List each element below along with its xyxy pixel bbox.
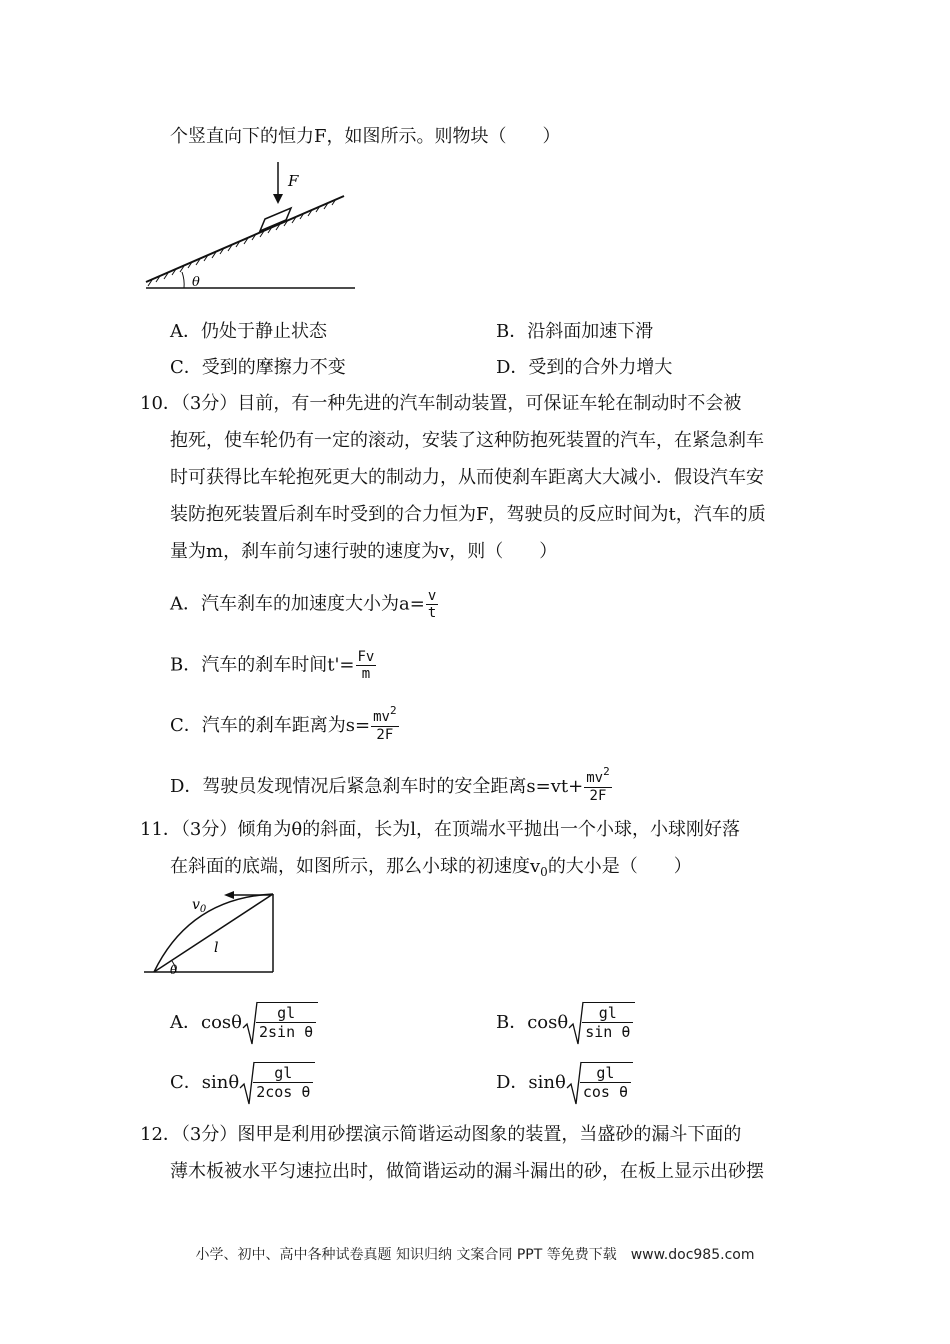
q10-option-c[interactable] <box>170 704 399 743</box>
q10-option-c-text: C．汽车的刹车距离为s= <box>170 715 371 736</box>
length-label: l <box>214 940 219 956</box>
q9-stem-tail: 个竖直向下的恒力F，如图所示。则物块（ ） <box>170 126 561 147</box>
q10-option-b-fraction: $\frac{Fv}{m}$ <box>357 649 375 682</box>
q11-stem-line-2: 在斜面的底端，如图所示，那么小球的初速度$v_0$的大小是（ ） <box>170 856 692 879</box>
q9-option-a[interactable]: A．仍处于静止状态 <box>170 321 327 342</box>
q10-stem-line-5: 量为m，刹车前匀速行驶的速度为v，则（ ） <box>170 541 558 562</box>
page-footer: 小学、初中、高中各种试卷真题 知识归纳 文案合同 PPT 等免费下载 www.doc985.com <box>195 1247 755 1263</box>
q10-option-c-fraction: $\frac{mv^2}{2F}$ <box>373 704 397 743</box>
q11-option-b-prefix: B．cosθ <box>496 1012 569 1033</box>
q10-option-b-text: B．汽车的刹车时间t'= <box>170 654 355 676</box>
q10-stem-line-3: 时可获得比车轮抱死更大的制动力，从而使刹车距离大大减小．假设汽车安 <box>170 467 764 488</box>
q10-option-d-fraction: $\frac{mv^2}{2F}$ <box>586 765 610 804</box>
velocity-label: $v_0$ <box>192 897 207 915</box>
q9-option-d[interactable]: D．受到的合外力增大 <box>496 357 673 378</box>
q12-stem-line-1: 12．（3分）图甲是利用砂摆演示简谐运动图象的装置，当盛砂的漏斗下面的 <box>140 1124 742 1145</box>
q11-stem-line-1: 11．（3分）倾角为θ的斜面，长为l，在顶端水平抛出一个小球，小球刚好落 <box>140 819 740 840</box>
q9-option-b[interactable]: B．沿斜面加速下滑 <box>496 321 654 342</box>
q11-option-d[interactable] <box>496 1060 633 1106</box>
q9-incline-figure <box>140 160 360 295</box>
block <box>260 208 291 231</box>
q10-stem-line-2: 抱死，使车轮仍有一定的滚动，安装了这种防抱死装置的汽车，在紧急刹车 <box>170 430 764 451</box>
q10-option-a-fraction: $\frac{v}{t}$ <box>427 588 437 621</box>
q11-option-a-sqrt: $\frac{gl}{\text{2sin θ}}$ <box>242 1000 318 1046</box>
q11-option-d-sqrt: $\frac{gl}{\text{cos θ}}$ <box>566 1060 633 1106</box>
q11-option-a-prefix: A．cosθ <box>170 1012 242 1033</box>
q10-option-d[interactable] <box>170 765 612 804</box>
q10-stem-line-1: 10．（3分）目前，有一种先进的汽车制动装置，可保证车轮在制动时不会被 <box>140 393 742 414</box>
q11-option-c-sqrt: $\frac{gl}{\text{2cos θ}}$ <box>239 1060 315 1106</box>
q9-option-c[interactable]: C．受到的摩擦力不变 <box>170 357 346 378</box>
q11-option-c-prefix: C．sinθ <box>170 1072 240 1093</box>
force-arrow-icon <box>273 194 283 204</box>
q11-option-b-sqrt: $\frac{gl}{\text{sin θ}}$ <box>568 1000 635 1046</box>
angle-label: θ <box>170 963 178 977</box>
q10-option-b[interactable] <box>170 649 376 682</box>
q10-stem-line-4: 装防抱死装置后刹车时受到的合力恒为F，驾驶员的反应时间为t，汽车的质 <box>170 504 766 525</box>
q11-option-a[interactable] <box>170 1000 318 1046</box>
velocity-arrow-icon <box>224 891 234 899</box>
q11-projectile-figure <box>140 888 285 978</box>
q11-option-d-prefix: D．sinθ <box>496 1072 566 1093</box>
q10-option-a[interactable] <box>170 588 438 621</box>
q11-option-b[interactable] <box>496 1000 635 1046</box>
q10-option-d-text: D．驾驶员发现情况后紧急刹车时的安全距离s=vt+ <box>170 776 584 797</box>
q11-option-c[interactable] <box>170 1060 315 1106</box>
force-label: F <box>288 172 299 190</box>
q12-stem-line-2: 薄木板被水平匀速拉出时，做简谐运动的漏斗漏出的砂，在板上显示出砂摆 <box>170 1161 764 1182</box>
angle-label: θ <box>192 275 200 290</box>
q10-option-a-text: A．汽车刹车的加速度大小为a= <box>170 593 425 615</box>
